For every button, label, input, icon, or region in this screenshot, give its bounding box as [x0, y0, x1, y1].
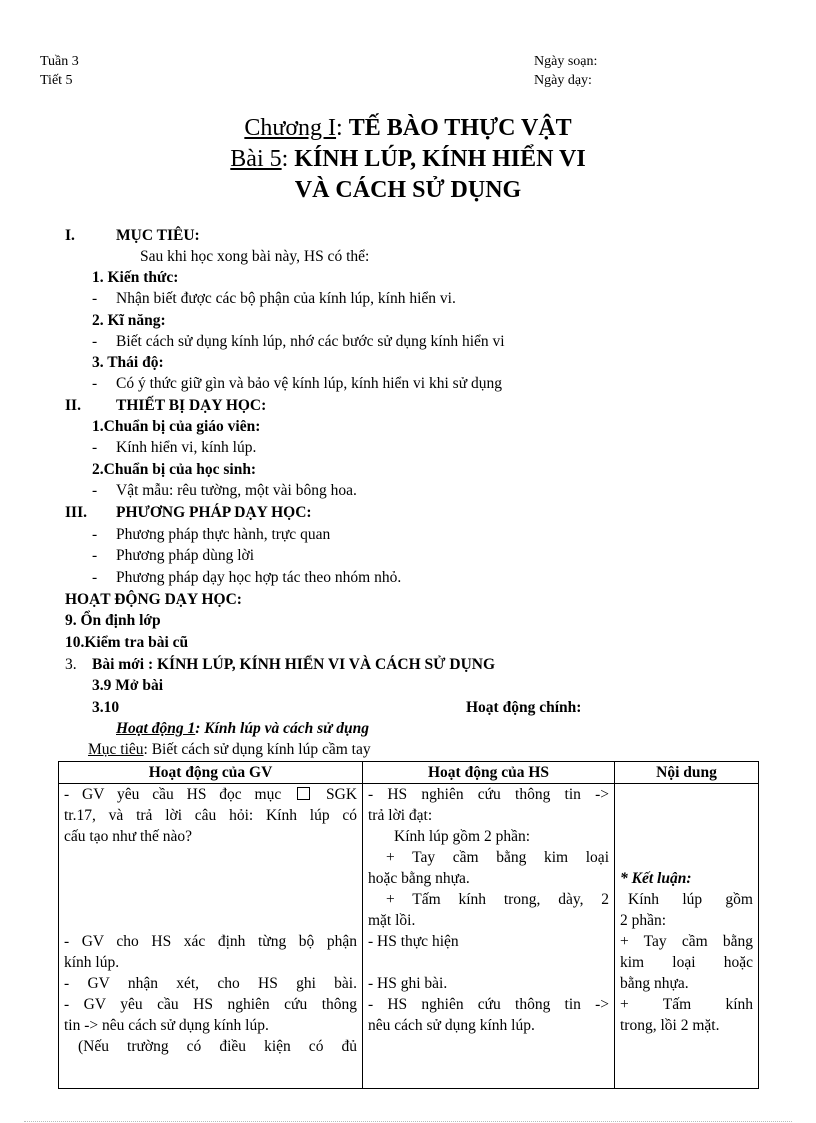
skills-heading: 2. Kĩ năng: — [92, 312, 166, 329]
student-prep-item: Vật mẫu: rêu tường, một vài bông hoa. — [116, 482, 357, 499]
gv-spacer — [64, 847, 357, 868]
gv-spacer — [64, 889, 357, 910]
nd-spacer — [620, 826, 753, 847]
gv-line: cấu tạo như thế nào? — [64, 828, 193, 845]
gv-line: kính lúp. — [64, 954, 120, 971]
student-cell — [363, 784, 615, 1089]
nd-spacer — [620, 805, 753, 826]
conclusion-heading: * Kết luận: — [620, 870, 692, 887]
gv-line-text: SGK — [326, 786, 358, 803]
chapter-title — [0, 113, 816, 143]
hs-line: mặt lồi. — [368, 912, 416, 929]
activity-table — [58, 761, 759, 1089]
teacher-prep-item: Kính hiển vi, kính lúp. — [116, 439, 257, 456]
goal-text: : Biết cách sử dụng kính lúp cầm tay — [143, 741, 371, 758]
bullet-dash: - — [92, 547, 98, 564]
header-content: Nội dung — [615, 762, 759, 784]
nd-line: + Tay cầm bằng — [620, 933, 753, 950]
attitude-heading: 3. Thái độ: — [92, 354, 164, 371]
hs-line: - HS ghi bài. — [368, 975, 448, 992]
bullet-dash: - — [92, 482, 98, 499]
check-old-lesson: 10.Kiểm tra bài cũ — [65, 634, 189, 651]
nd-line: kim loại hoặc — [620, 954, 753, 971]
page-bottom-rule — [24, 1121, 792, 1122]
nd-spacer — [620, 847, 753, 868]
hs-line: hoặc bằng nhựa. — [368, 870, 470, 887]
nd-line: + Tấm kính — [620, 996, 753, 1013]
hs-line: + Tấm kính trong, dày, 2 — [386, 891, 609, 908]
lesson-colon: : — [281, 146, 289, 172]
period-label: Tiết 5 — [40, 73, 73, 88]
book-square-icon — [297, 787, 310, 800]
gv-line: tin -> nêu cách sử dụng kính lúp. — [64, 1017, 269, 1034]
gv-line: tr.17, và trả lời câu hỏi: Kính lúp có — [64, 807, 357, 824]
gv-spacer — [64, 868, 357, 889]
hs-line: - HS nghiên cứu thông tin -> — [368, 996, 609, 1013]
gv-spacer — [64, 910, 357, 931]
bullet-dash: - — [92, 439, 98, 456]
hs-line: trả lời đạt: — [368, 807, 433, 824]
bullet-dash: - — [92, 526, 98, 543]
new-lesson-title: Bài mới : KÍNH LÚP, KÍNH HIỂN VI VÀ CÁCH SỬ DỤNG — [92, 656, 496, 673]
attitude-item: Có ý thức giữ gìn và bảo vệ kính lúp, kính hiển vi khi sử dụng — [116, 375, 502, 392]
student-prep-heading: 2.Chuẩn bị của học sinh: — [92, 461, 257, 478]
nd-line: bằng nhựa. — [620, 975, 689, 992]
nd-spacer — [620, 784, 753, 805]
bullet-dash: - — [92, 333, 98, 350]
header-student: Hoạt động của HS — [363, 762, 615, 784]
new-lesson-num: 3. — [65, 656, 77, 673]
bullet-dash: - — [92, 569, 98, 586]
method-item: Phương pháp dạy học hợp tác theo nhóm nhỏ. — [116, 569, 402, 586]
lesson-name-line2: VÀ CÁCH SỬ DỤNG — [294, 177, 522, 203]
goal-label: Mục tiêu — [88, 741, 144, 758]
activity1-label: Hoạt động 1 — [116, 720, 196, 737]
lesson-label: Bài 5 — [230, 146, 282, 172]
activity1-name: : Kính lúp và cách sử dụng — [195, 720, 370, 737]
hs-line: nêu cách sử dụng kính lúp. — [368, 1017, 535, 1034]
gv-line: - GV nhận xét, cho HS ghi bài. — [64, 975, 357, 992]
item-310-num: 3.10 — [92, 699, 120, 716]
knowledge-heading: 1. Kiến thức: — [92, 269, 179, 286]
section1-num: I. — [65, 227, 75, 244]
section2-heading: THIẾT BỊ DẠY HỌC: — [116, 397, 267, 414]
chapter-colon: : — [336, 115, 343, 141]
skills-item: Biết cách sử dụng kính lúp, nhớ các bước sử dụng kính hiển vi — [116, 333, 505, 350]
bullet-dash: - — [92, 290, 98, 307]
week-label: Tuần 3 — [40, 54, 79, 69]
hs-line: Kính lúp gồm 2 phần: — [394, 828, 531, 845]
gv-line: - GV yêu cầu HS nghiên cứu thông — [64, 996, 357, 1013]
hs-line: + Tay cầm bằng kim loại — [386, 849, 609, 866]
nd-line: trong, lồi 2 mặt. — [620, 1017, 720, 1034]
lesson-title-line2 — [0, 175, 816, 205]
gv-line: (Nếu trường có điều kiện có đủ — [78, 1038, 357, 1055]
section3-heading: PHƯƠNG PHÁP DẠY HỌC: — [116, 504, 312, 521]
lesson-title — [0, 144, 816, 174]
activity1-title — [116, 718, 369, 739]
opening-heading: 3.9 Mở bài — [92, 677, 164, 694]
section1-intro: Sau khi học xong bài này, HS có thể: — [140, 248, 370, 265]
hs-line: - HS thực hiện — [368, 933, 459, 950]
nd-line: Kính lúp gồm — [628, 891, 753, 908]
gv-line-text: - GV yêu cầu HS đọc mục — [64, 786, 282, 803]
lesson-name-line1: KÍNH LÚP, KÍNH HIỂN VI — [294, 146, 586, 172]
knowledge-item: Nhận biết được các bộ phận của kính lúp, kính hiển vi. — [116, 290, 456, 307]
method-item: Phương pháp dùng lời — [116, 547, 255, 564]
goal-line — [88, 739, 371, 760]
bullet-dash: - — [92, 375, 98, 392]
main-activity-heading: Hoạt động chính: — [466, 699, 582, 716]
stabilize-class: 9. Ổn định lớp — [65, 612, 161, 629]
teach-date-label: Ngày dạy: — [534, 73, 592, 88]
activities-heading: HOẠT ĐỘNG DẠY HỌC: — [65, 591, 242, 608]
teacher-cell — [59, 784, 363, 1089]
method-item: Phương pháp thực hành, trực quan — [116, 526, 331, 543]
table-row — [59, 784, 759, 1089]
nd-line: 2 phần: — [620, 912, 667, 929]
gv-line — [64, 784, 357, 805]
gv-line: - GV cho HS xác định từng bộ phận — [64, 933, 357, 950]
section3-num: III. — [65, 504, 87, 521]
prep-date-label: Ngày soạn: — [534, 54, 598, 69]
hs-spacer — [368, 952, 609, 973]
chapter-label: Chương I — [244, 115, 337, 141]
section2-num: II. — [65, 397, 81, 414]
chapter-name: TẾ BÀO THỰC VẬT — [348, 115, 572, 141]
content-cell — [615, 784, 759, 1089]
header-teacher: Hoạt động của GV — [59, 762, 363, 784]
teacher-prep-heading: 1.Chuẩn bị của giáo viên: — [92, 418, 261, 435]
table-header-row — [59, 762, 759, 784]
hs-line: - HS nghiên cứu thông tin -> — [368, 786, 609, 803]
section1-heading: MỤC TIÊU: — [116, 227, 200, 244]
